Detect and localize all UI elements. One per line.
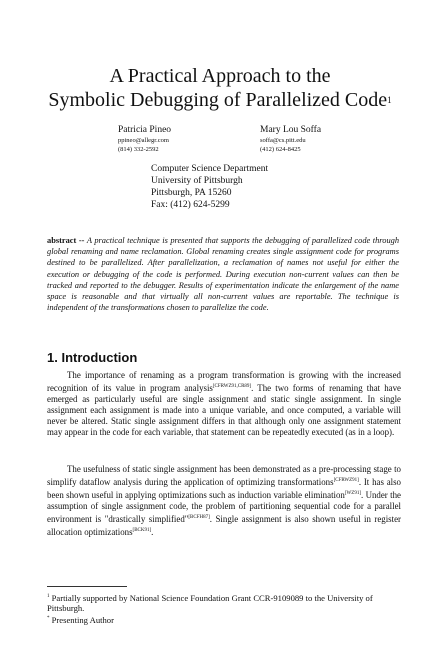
intro-paragraph-1: [47, 370, 401, 439]
citation: [CFRWZ91]: [333, 478, 359, 484]
paper-title-line-2: [0, 88, 440, 112]
affiliation-dept: Computer Science Department: [151, 164, 269, 174]
citation: [CFRWZ91,CR89]: [212, 384, 252, 390]
paragraph-text: . Under the assumption of single assignment code, the problem of partitioning sequential code for a parallel environment is "drastically simplified": [47, 490, 401, 525]
author-email: ppineo@allegr.com: [118, 137, 169, 144]
abstract-text: A practical technique is presented that supports the debugging of parallelized code through global renaming and name reclamation. Global renaming creates single assignment code for programs destined to be parallelized. After parallelization, a reclamation of names not useful for either the execution or debugging of the code is performed. During execution non-current values can then be tracked and reported to the debugger. Results of experimentation indicate the enlargement of the name space is reasonable and that virtually all non-current values are reportable. The technique is independent of the transformations chosen to parallelize the code.: [47, 236, 400, 313]
citation: [BCFH87]: [188, 515, 210, 521]
footnote-text: Presenting Author: [51, 614, 114, 625]
citation: [BCK91]: [132, 528, 152, 534]
section-number: 1.: [47, 350, 58, 365]
section-title: Introduction: [61, 350, 138, 365]
affiliation-university: University of Pittsburgh: [151, 176, 243, 186]
affiliation-city: Pittsburgh, PA 15260: [151, 188, 232, 198]
footnote-text: Partially supported by National Science Foundation Grant CCR-9109089 to the University of Pittsburgh.: [47, 592, 373, 614]
title-footnote-marker: 1: [387, 95, 392, 105]
author-phone: (814) 332-2592: [118, 146, 159, 153]
paragraph-text: . It has also been shown useful in applying optimizations such as induction variable elimination: [47, 477, 401, 501]
author-block-2: [260, 124, 321, 154]
footnote-marker: *: [47, 615, 50, 621]
paragraph-text: . The two forms of renaming that have emerged as particularly useful are single assignment and static single assignment. In single assignment each assignment is made into a unique variable, and once computed, a variable will never be altered. Static single assignment differs in that although only one assignment statement may appear in the code for each variable, that statement can be repeatedly executed (as in a loop).: [47, 383, 401, 438]
intro-paragraph-2: [47, 464, 401, 538]
footnote-1: [47, 592, 401, 614]
author-block-1: [118, 124, 171, 154]
author-email: soffa@cs.pitt.edu: [260, 137, 306, 144]
affiliation: [151, 163, 268, 211]
footnote-marker: 1: [47, 594, 50, 599]
footnotes: [47, 592, 401, 625]
abstract-label: abstract --: [47, 236, 85, 245]
paragraph-text: The usefulness of static single assignment has been demonstrated as a pre-processing stage to simplify dataflow analysis during the application of optimizing transformations: [47, 464, 401, 488]
footnote-2: [47, 614, 401, 625]
author-name: Patricia Pineo: [118, 125, 172, 135]
paragraph-text: The importance of renaming as a program transformation is growing with the increased recognition of its value in program analysis: [47, 370, 401, 394]
paper-title-line-1: [0, 64, 440, 88]
paragraph-text: .: [151, 527, 154, 538]
title-line-1-text: A Practical Approach to the: [109, 65, 331, 87]
footnote-divider: [47, 586, 127, 587]
affiliation-fax: Fax: (412) 624-5299: [151, 200, 230, 210]
section-heading: [47, 350, 137, 365]
citation: [WZ91]: [344, 491, 361, 497]
abstract: [47, 235, 399, 313]
title-line-2-text: Symbolic Debugging of Parallelized Code: [48, 89, 388, 111]
paragraph-text: . Single assignment is also shown useful in register allocation optimizations: [47, 514, 401, 538]
author-name: Mary Lou Soffa: [260, 125, 322, 135]
author-phone: (412) 624-8425: [260, 146, 301, 153]
